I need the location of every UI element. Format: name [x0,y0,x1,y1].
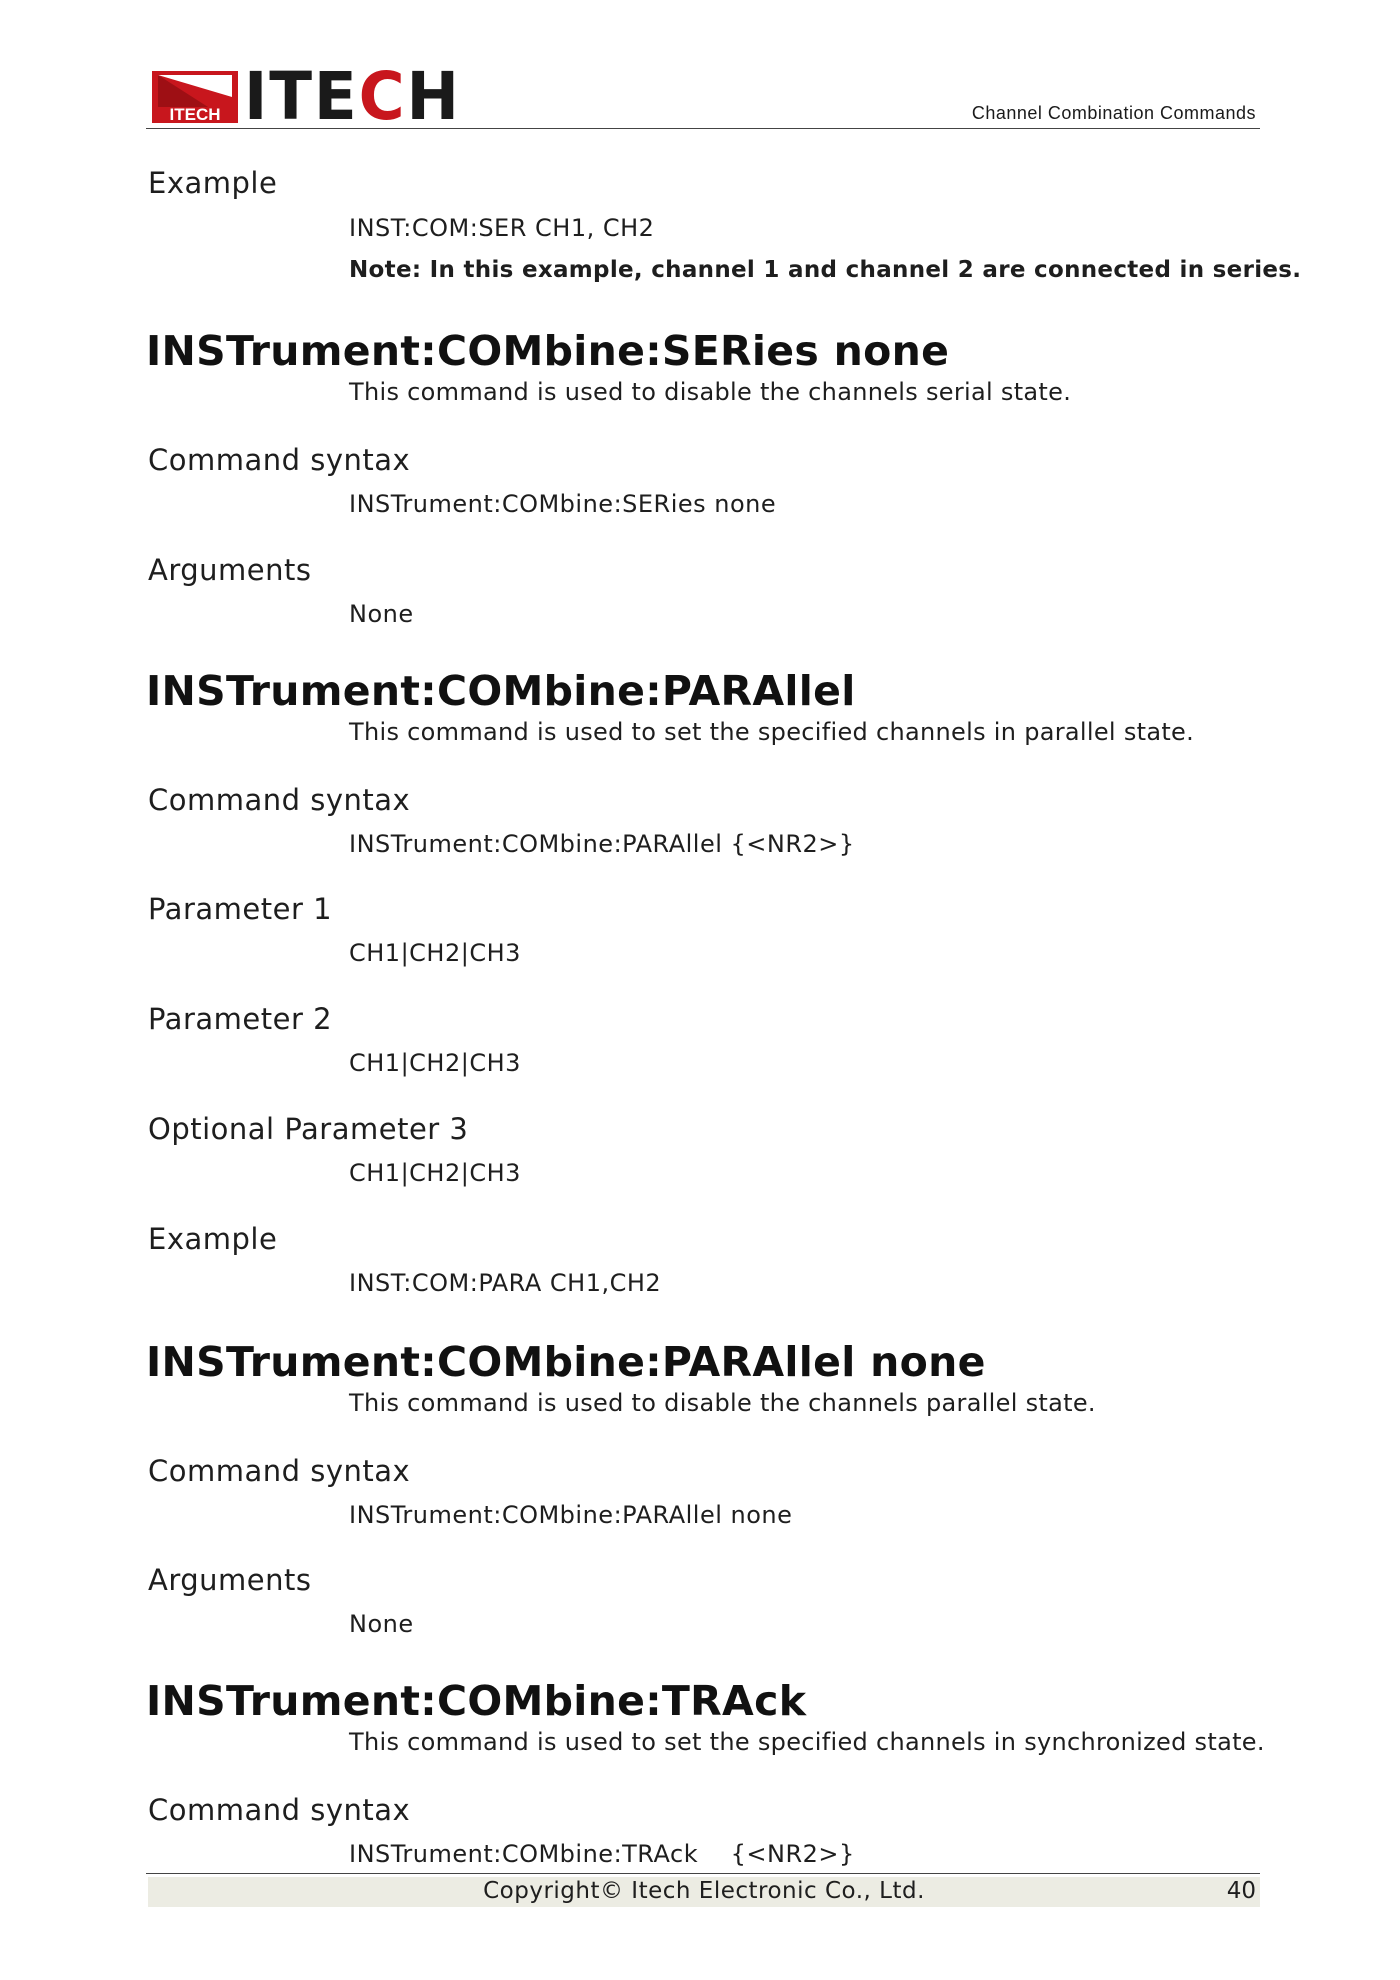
series-none-syntax-value: INSTrument:COMbine:SERies none [349,490,777,518]
parallel-param1-label: Parameter 1 [148,892,333,926]
heading-track: INSTrument:COMbine:TRAck [146,1677,807,1725]
footer-copyright: Copyright© Itech Electronic Co., Ltd. [483,1878,925,1904]
parallel-none-arguments-value: None [349,1610,414,1638]
series-none-description: This command is used to disable the channels serial state. [349,378,1072,406]
itech-logo-wordmark: ITECH [244,58,461,135]
parallel-param3-value: CH1|CH2|CH3 [349,1159,521,1187]
parallel-none-description: This command is used to disable the channels parallel state. [349,1389,1096,1417]
parallel-param2-label: Parameter 2 [148,1002,333,1036]
heading-parallel: INSTrument:COMbine:PARAllel [146,667,856,715]
heading-series-none: INSTrument:COMbine:SERies none [146,327,950,375]
track-syntax-label: Command syntax [148,1793,411,1827]
series-none-arguments-value: None [349,600,414,628]
svg-text:ITECH: ITECH [169,105,221,124]
parallel-param1-value: CH1|CH2|CH3 [349,939,521,967]
header-section-title: Channel Combination Commands [971,103,1256,123]
parallel-param2-value: CH1|CH2|CH3 [349,1049,521,1077]
parallel-none-syntax-value: INSTrument:COMbine:PARAllel none [349,1501,793,1529]
example-value: INST:COM:SER CH1, CH2 [349,214,655,242]
series-note: Note: In this example, channel 1 and channel 2 are connected in series. [349,257,1302,283]
parallel-example-value: INST:COM:PARA CH1,CH2 [349,1269,662,1297]
example-label: Example [148,166,278,200]
footer-rule [146,1873,1260,1874]
parallel-syntax-label: Command syntax [148,783,411,817]
itech-logo-mark-icon [152,69,238,125]
track-description: This command is used to set the specified channels in synchronized state. [349,1728,1265,1756]
series-none-arguments-label: Arguments [148,553,312,587]
page-footer [148,1877,1260,1907]
parallel-none-syntax-label: Command syntax [148,1454,411,1488]
page-header [146,58,1260,135]
track-syntax-value: INSTrument:COMbine:TRAck {<NR2>} [349,1840,855,1868]
page-number: 40 [1226,1878,1256,1904]
parallel-none-arguments-label: Arguments [148,1563,312,1597]
parallel-example-label: Example [148,1222,278,1256]
parallel-param3-label: Optional Parameter 3 [148,1112,469,1146]
itech-logo [152,58,472,135]
heading-parallel-none: INSTrument:COMbine:PARAllel none [146,1338,986,1386]
parallel-description: This command is used to set the specified channels in parallel state. [349,718,1195,746]
logo-red-c: C [358,58,407,135]
series-none-syntax-label: Command syntax [148,443,411,477]
parallel-syntax-value: INSTrument:COMbine:PARAllel {<NR2>} [349,830,855,858]
